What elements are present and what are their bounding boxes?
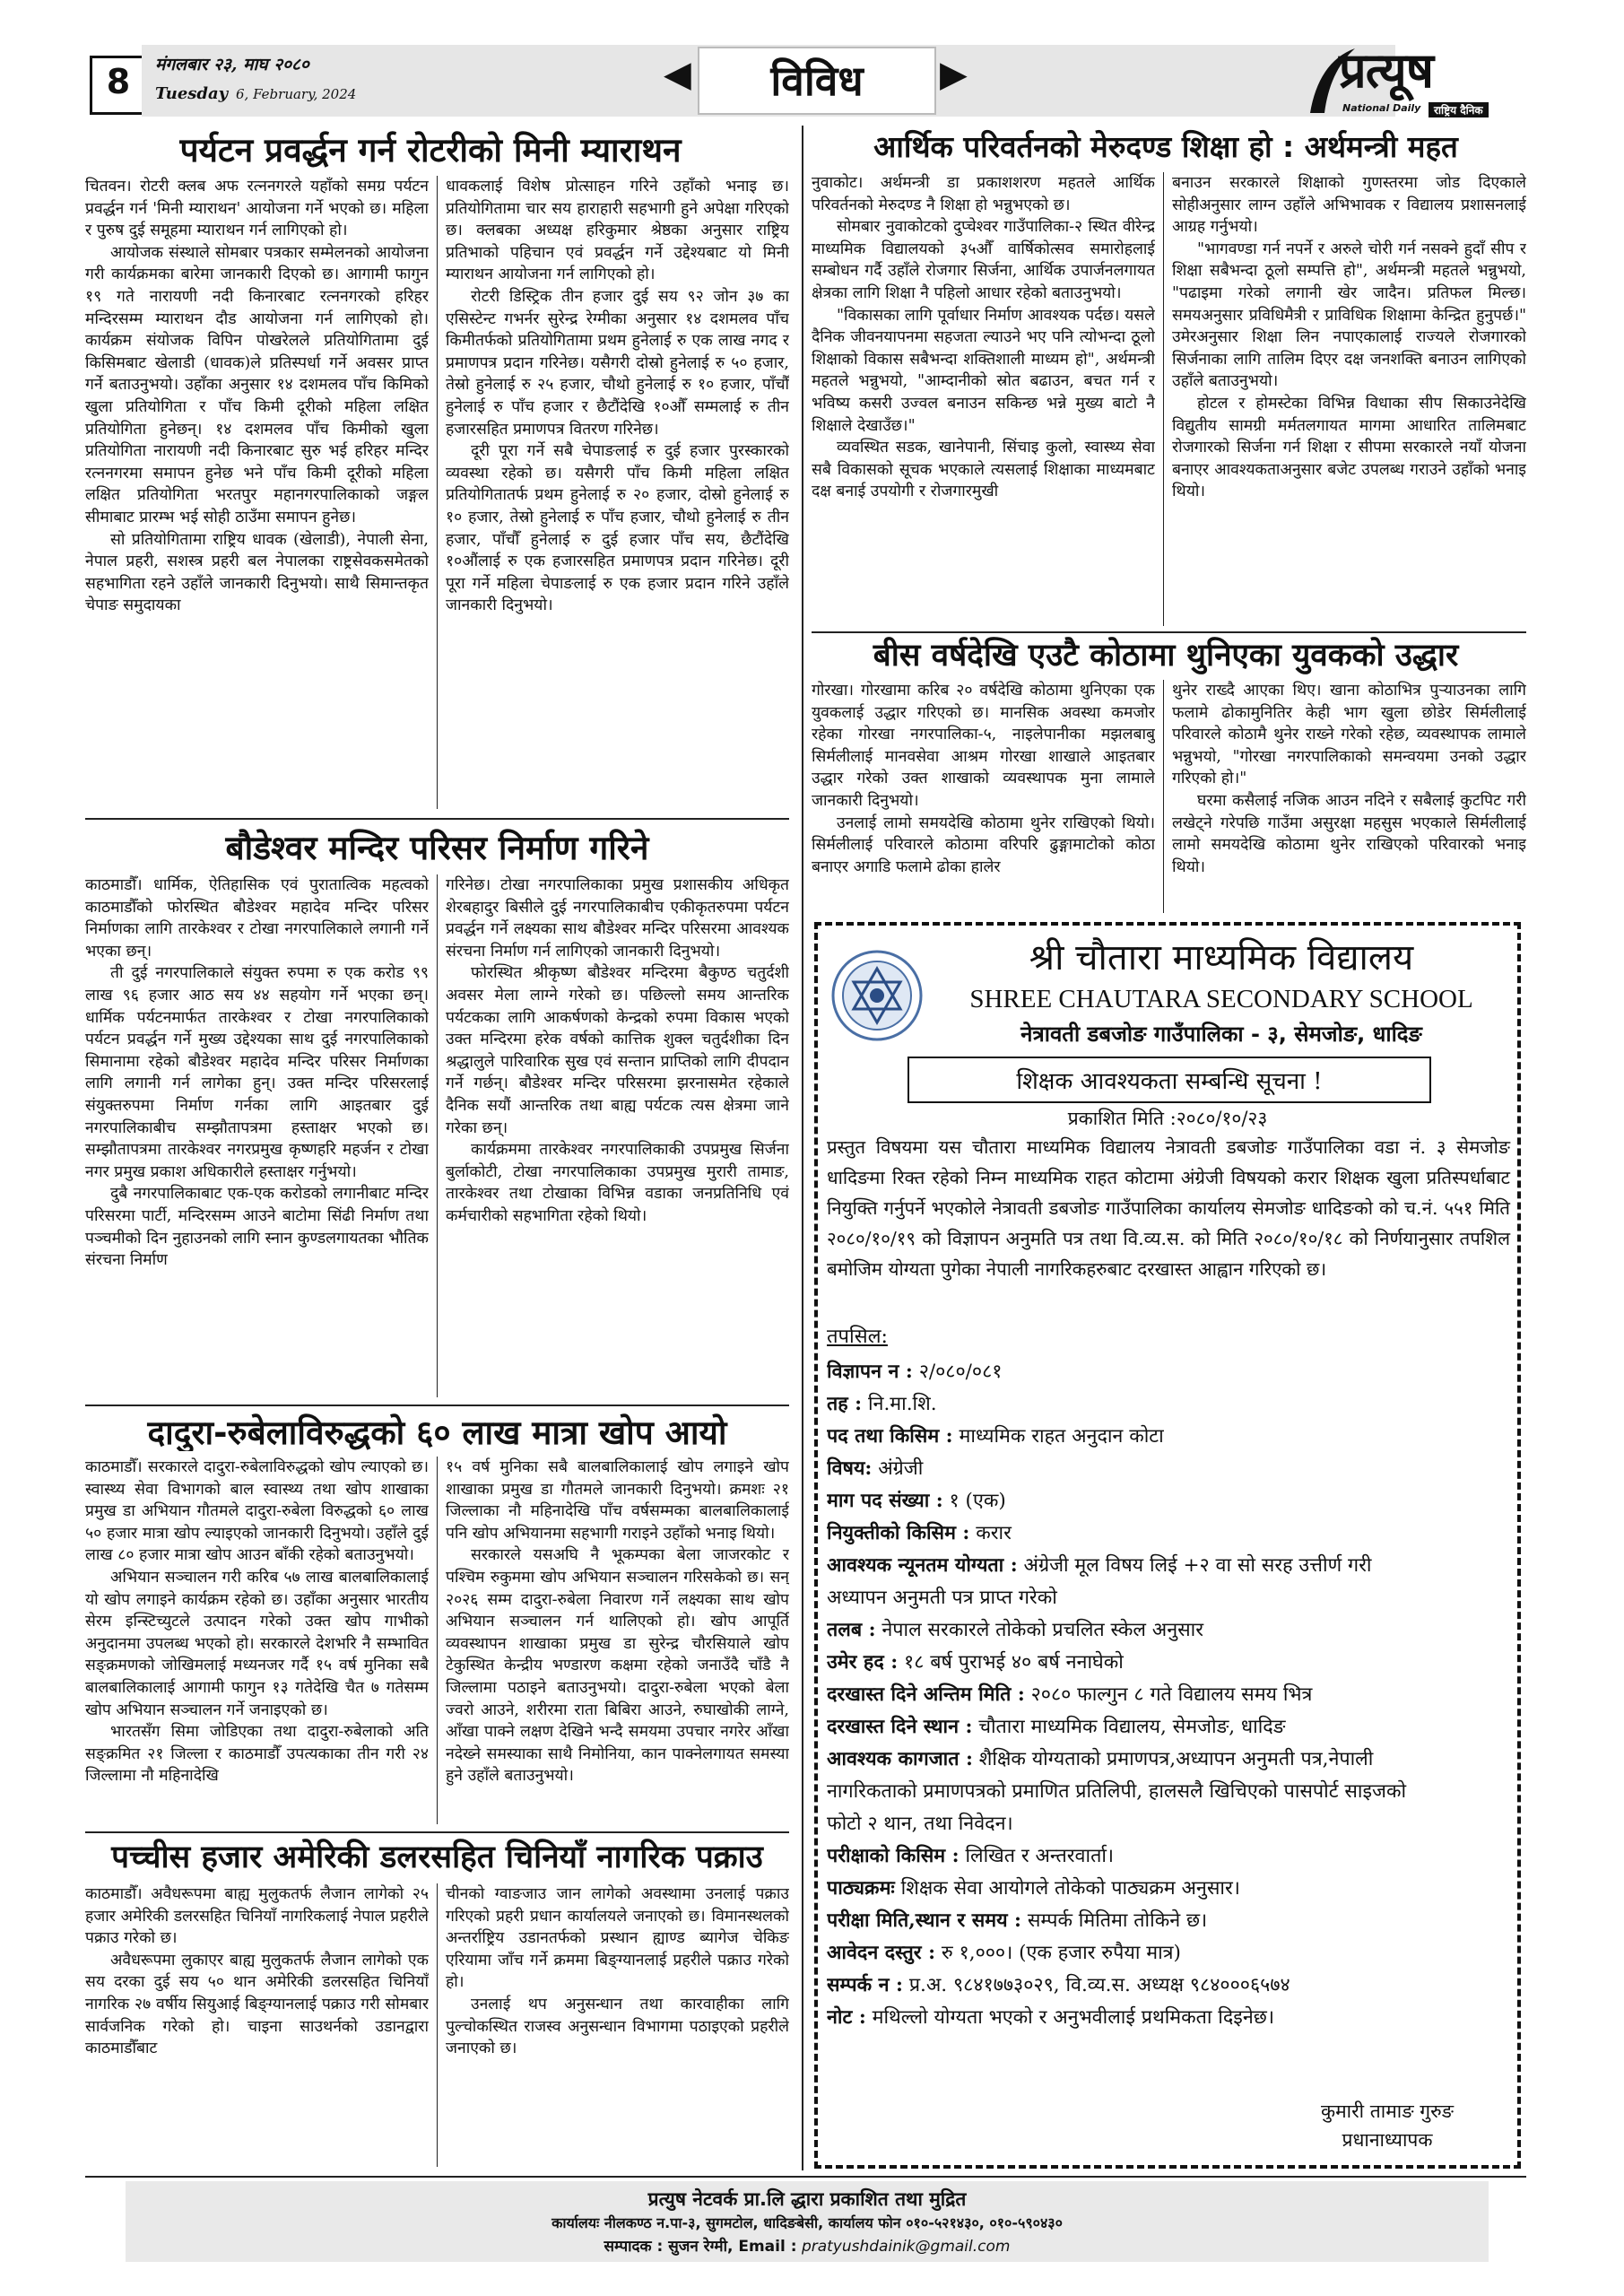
column-divider [437,1883,438,2167]
detail-value: २०८० फाल्गुन ८ गते विद्यालय समय भित्र [1030,1683,1313,1706]
detail-label: परीक्षा मिति,स्थान र समय : [827,1909,1021,1932]
paragraph: सो प्रतियोगितामा राष्ट्रिय धावक (खेलाडी), नेपाली सेना, नेपाल प्रहरी, सशस्त्र प्रहरी बल नेपालका राष्ट्रसेवकसमेतको सहभागिता रहने उहाँले जानकारी दिनुभयो। साथै सिमान्तकृत चेपाङ समुदायका [85,530,429,615]
paragraph: होटल र होमस्टेका विभिन्न विधाका सीप सिकाउनेदेखि विद्युतीय सामग्री मर्मतलगायत मागमा आधारित तालिमबाट रोजगारको सिर्जना गर्न शिक्षा र सीपमा सरकारले नयाँ योजना बनाएर आवश्यकताअनुसार बजेट उपलब्ध गराउने उहाँको भनाइ थियो। [1172,394,1526,501]
paragraph: काठमाडौँ। सरकारले दादुरा-रुबेलाविरुद्धको खोप ल्याएको छ। स्वास्थ्य सेवा विभागको बाल स्वास्थ्य तथा खोप शाखाका प्रमुख डा अभियान गौतमले दादुरा-रुबेला विरुद्धको ६० लाख ५० हजार मात्रा खोप ल्याइएको जानकारी दिनुभयो। उहाँले दुई लाख ८० हजार मात्रा खोप आउन बाँकी रहेको बताउनुभयो। [85,1458,429,1565]
headline-temple: बौडेश्वर मन्दिर परिसर निर्माण गरिने [225,829,649,867]
detail-row [827,1453,1510,1485]
paragraph: घरमा कसैलाई नजिक आउन नदिने र सबैलाई कुटपिट गरी लखेट्ने गरेपछि गाउँमा असुरक्षा महसुस भएकाले सिर्मलीलाई लामो समयदेखि कोठामा थुनेर राखिएको परिवारको भनाइ थियो। [1172,791,1526,876]
divider [85,1405,789,1406]
school-emblem-icon [830,949,924,1042]
detail-value: १८ बर्ष पुराभई ४० बर्ष ननाघेको [904,1651,1124,1674]
article-vaccine-col1 [85,1457,429,1826]
detail-row [827,1937,1510,1970]
detail-value: लिखित र अन्तरवार्ता। [965,1845,1115,1867]
footer-office: कार्यालयः नीलकण्ठ न.पा-३, सुगमटोल, धादिङबेसी, कार्यालय फोन ०१०-५२१४३०, ०१०-५९०४३० [551,2214,1063,2231]
notice-title-box [908,1057,1431,1103]
paragraph: काठमाडौँ। धार्मिक, ऐतिहासिक एवं पुरातात्विक महत्वको काठमाडौँको फोरस्थित बौडेश्वर महादेव मन्दिर परिसर निर्माणका लागि तारकेश्वर र टोखा नगरपालिकाले लगानी गर्ने भएका छन्। [85,876,429,961]
detail-row [827,1647,1510,1679]
column-divider [1163,172,1164,626]
paragraph: रोटरी डिस्ट्रिक तीन हजार दुई सय ९२ जोन ३७ का एसिस्टेन्ट गभर्नर सुरेन्द्र रेग्मीका अनुसार १४ दशमलव पाँच किमीतर्फको प्रतियोगितामा प्रथम हुनेलाई रु एक लाख नगद र प्रमाणपत्र प्रदान गरिनेछ। यसैगरी दोस्रो हुनेलाई रु ५० हजार, तेस्रो हुनेलाई रु २५ हजार, चौथो हुनेलाई रु १० हजार, पाँचौँ हुनेलाई रु पाँच हजार र छैटौंदेखि १०औँ सम्मलाई रु तीन हजारसहित प्रमाणपत्र वितरण गरिनेछ। [446,287,789,439]
detail-label: उमेर हद : [827,1651,899,1674]
logo-tagline-en: National Daily [1342,102,1421,114]
detail-row [827,1840,1510,1873]
notice-title: शिक्षक आवश्यकता सम्बन्धि सूचना ! [1016,1068,1323,1095]
detail-value: १ (एक) [949,1490,1006,1512]
footer-top-rule [85,2176,1526,2178]
date-english: 6, February, 2024 [236,86,357,102]
logo-wordmark: प्रत्यूष [1339,42,1433,99]
detail-label: नियुक्तीको किसिम : [827,1522,970,1544]
detail-row [827,1485,1510,1518]
headline-marathon: पर्यटन प्रवर्द्धन गर्न रोटरीको मिनी म्याराथन [179,131,682,170]
column-divider [437,874,438,1397]
detail-label: विषय: [827,1457,873,1480]
section-title: विविध [770,57,864,105]
detail-row [827,1356,1510,1388]
detail-label: आवश्यक न्यूनतम योग्यता : [827,1554,1018,1577]
article-arrest-col1 [85,1883,429,2169]
tapsil-label: तपसिल: [827,1326,888,1348]
paragraph: नुवाकोट। अर्थमन्त्री डा प्रकाशशरण महतले आर्थिक परिवर्तनको मेरुदण्ड नै शिक्षा हो भन्नुभएको छ। [812,174,1155,214]
footer [126,2181,1489,2262]
detail-label: सम्पर्क न : [827,1974,903,1996]
detail-value: माध्यमिक राहत अनुदान कोटा [959,1425,1164,1448]
detail-value: २/०८०/०८१ [918,1361,1003,1383]
detail-row [827,1970,1510,2002]
column-divider [437,1457,438,1824]
published-date: प्रकाशित मिति :२०८०/१०/२३ [1067,1108,1268,1129]
detail-row [827,1550,1510,1582]
paragraph: सरकारले यसअघि नै भूकम्पका बेला जाजरकोट र पश्चिम रुकुममा खोप अभियान सञ्चालन गरिसकेको छ। सन् २०२६ सम्म दादुरा-रुबेला निवारण गर्ने लक्ष्यका साथ खोप अभियान सञ्चालन गर्न थालिएको हो। खोप आपूर्ति व्यवस्थापन शाखाका प्रमुख डा सुरेन्द्र चौरसियाले खोप टेकुस्थित केन्द्रीय भण्डारण कक्षमा रहेको जनाउँदै चाँडै नै जिल्लामा पठाइने बताउनुभयो। दादुरा-रुबेला भएको बेला ज्वरो आउने, शरीरमा राता बिबिरा आउने, रुघाखोकी लाग्ने, आँखा पाक्ने लक्षण देखिने भन्दै समयमा उपचार नगरेर आँखा नदेख्ने समस्याका साथै निमोनिया, कान पाक्नेलगायत समस्या हुने उहाँले बताउनुभयो। [446,1546,789,1786]
detail-row [827,1388,1510,1421]
divider [85,818,789,820]
detail-row [827,1582,1510,1614]
detail-value: रु १,०००। (एक हजार रुपैया मात्र) [941,1942,1181,1964]
paragraph: कार्यक्रममा तारकेश्वर नगरपालिकाकी उपप्रमुख सिर्जना बुर्लाकोटी, टोखा नगरपालिकाका उपप्रमुख मुरारी तामाङ, तारकेश्वर तथा टोखाका विभिन्न वडाका जनप्रतिनिधि एवं कर्मचारीको सहभागिता रहेको थियो। [446,1141,789,1225]
detail-label: माग पद संख्या : [827,1490,943,1512]
paragraph: काठमाडौँ। अवैधरूपमा बाह्य मुलुकतर्फ लैजान लागेको २५ हजार अमेरिकी डलरसहित चिनियाँ नागरिकलाई नेपाल प्रहरीले पक्राउ गरेको छ। [85,1885,429,1948]
detail-label: आवेदन दस्तुर : [827,1942,936,1964]
paragraph: बनाउन सरकारले शिक्षाको गुणस्तरमा जोड दिएकाले सोहीअनुसार लाग्न उहाँले अभिभावक र विद्यालय प्रशासनलाई आग्रह गर्नुभयो। [1172,174,1526,237]
detail-value: शिक्षक सेवा आयोगले तोकेको पाठ्यक्रम अनुसार। [900,1877,1240,1900]
detail-value: करार [976,1522,1012,1544]
detail-row [827,1808,1510,1840]
page-column-divider [802,126,803,2170]
paragraph: फोरस्थित श्रीकृष्ण बौडेश्वर मन्दिरमा बैकुण्ठ चतुर्दशी अवसर मेला लाग्ने गरेको छ। पछिल्लो समय आन्तरिक पर्यटकका लागि आकर्षणको केन्द्रको रुपमा विकास भएको उक्त मन्दिरमा हरेक वर्षको कात्तिक शुक्ल चतुर्दशीका दिन श्रद्धालुले पारिवारिक सुख एवं सन्तान प्राप्तिको लागि दीपदान गर्ने गर्छन्। बौडेश्वर मन्दिर परिसरमा झरनासमेत रहेकाले दैनिक सयौं आन्तरिक तथा बाह्य पर्यटक त्यस क्षेत्रमा जाने गरेका छन्। [446,964,789,1137]
school-address: नेत्रावती डबजोङ गाउँपालिका - ३, सेमजोङ, धादिङ [1020,1022,1422,1047]
detail-label: आवश्यक कागजात : [827,1748,973,1770]
article-rescue-col2 [1172,680,1526,915]
paragraph: उनलाई लामो समयदेखि कोठामा थुनेर राखिएको थियो। सिर्मलीलाई परिवारले कोठामा वरिपरि ढुङ्गामाटोको कोठा बनाएर अगाडि फलामे ढोका हालेर [812,813,1155,876]
detail-label: विज्ञापन न : [827,1361,913,1383]
detail-label: तह : [827,1393,863,1415]
column-divider [1163,680,1164,913]
detail-value: नि.मा.शि. [867,1393,937,1415]
paragraph: गोरखा। गोरखामा करिब २० वर्षदेखि कोठामा थुनिएका एक युवकलाई उद्धार गरिएको छ। मानसिक अवस्था कमजोर रहेका गोरखा नगरपालिका-५, नाइलेपानीका मझलबाबु सिर्मलीलाई मानवसेवा आश्रम गोरखा शाखाले आइतबार उद्धार गरेको उक्त शाखाको व्यवस्थापक मुना लामाले जानकारी दिनुभयो। [812,682,1155,810]
article-marathon-col2 [446,176,789,811]
paragraph: धावकलाई विशेष प्रोत्साहन गरिने उहाँको भनाइ छ। प्रतियोगितामा चार सय हाराहारी सहभागी हुने अपेक्षा गरिएको छ। क्लबका अध्यक्ष हरिकुमार श्रेष्ठका अनुसार राष्ट्रिय प्रतिभाको पहिचान एवं प्रवर्द्धन गर्ने उद्देश्यबाट यो मिनी म्याराथन आयोजना गर्न लागिएको हो। [446,178,789,284]
detail-value: फोटो २ थान, तथा निवेदन। [827,1813,1013,1835]
logo-tagline-np: राष्ट्रिय दैनिक [1429,102,1489,117]
school-name-nepali: श्री चौतारा माध्यमिक विद्यालय [1029,937,1414,978]
paragraph: दूरी पूरा गर्ने सबै चेपाङलाई रु दुई हजार पुरस्कारको व्यवस्था रहेको छ। यसैगरी पाँच किमी महिला लक्षित प्रतियोगितातर्फ प्रथम हुनेलाई रु २० हजार, दोस्रो हुनेलाई रु १० हजार, तेस्रो हुनेलाई रु पाँच हजार, चौथो हुनेलाई रु तीन हजार, पाँचौँ हुनेलाई रु दुई हजार पाँच सय, छैटौंदेखि १०औंलाई रु एक हजारसहित प्रमाणपत्र प्रदान गरिनेछ। दूरी पूरा गर्ने महिला चेपाङलाई रु एक हजार प्रदान गरिने उहाँले जानकारी दिनुभयो। [446,442,789,615]
date-nepali: मंगलबार २३, माघ २०८० [155,55,309,74]
article-rescue-col1 [812,680,1155,915]
paragraph: १५ वर्ष मुनिका सबै बालबालिकालाई खोप लगाइने खोप शाखाका प्रमुख डा गौतमले जानकारी दिनुभयो। क्रमशः २१ जिल्लाका नौ महिनादेखि पाँच वर्षसम्मका बालबालिकालाई पनि खोप अभियानमा सहभागी गराइने उहाँको भनाइ थियो। [446,1458,789,1543]
article-marathon-col1 [85,176,429,811]
section-arrow-left-icon: ◀ [664,54,691,95]
detail-label: परीक्षाको किसिम : [827,1845,960,1867]
paragraph: "विकासका लागि पूर्वाधार निर्माण आवश्यक पर्दछ। यसले दैनिक जीवनयापनमा सहजता ल्याउने भए पनि त्योभन्दा ठूलो शिक्षाको विकास सबैभन्दा शक्तिशाली माध्यम हो", अर्थमन्त्री महतले भन्नुभयो, "आम्दानीको स्रोत बढाउन, बचत गर्न र भविष्य कसरी उज्वल बनाउन सकिन्छ भन्ने मुख्य बाटो नै शिक्षाले देखाउँछ।" [812,306,1155,435]
detail-value: अंग्रेजी [878,1457,924,1480]
paragraph: थुनेर राख्दै आएका थिए। खाना कोठाभित्र पुऱ्याउनका लागि फलामे ढोकामुनितिर केही भाग खुला छोडेर सिर्मलीलाई परिवारले कोठामै थुनेर राख्ने गरेको रहेछ, व्यवस्थापक लामाले भन्नुभयो, "गोरखा नगरपालिकाको समन्वयमा उनको उद्धार गरिएको हो।" [1172,682,1526,788]
section-box [698,47,936,115]
paragraph: अभियान सञ्चालन गरी करिब ५७ लाख बालबालिकालाई यो खोप लगाइने कार्यक्रम रहेको छ। उहाँका अनुसार भारतीय सेरम इन्स्टिच्युटले उत्पादन गरेको उक्त खोप गाभीको अनुदानमा उपलब्ध भएको हो। सरकारले देशभरि नै सम्भावित सङ्क्रमणको जोखिमलाई मध्यनजर गर्दै १५ वर्ष मुनिका सबै बालबालिकालाई आगामी फागुन १३ गतेदेखि चैत ७ गतेसम्म खोप अभियान सञ्चालन गर्ने जनाइएको छ। [85,1568,429,1719]
headline-rescue: बीस वर्षदेखि एउटै कोठामा थुनिएका युवकको उद्धार [873,638,1459,674]
paragraph: व्यवस्थित सडक, खानेपानी, सिंचाइ कुलो, स्वास्थ्य सेवा सबै विकासको सूचक भएकाले त्यसलाई शिक्षाका माध्यमबाट दक्ष बनाई उपयोगी र रोजगारमुखी [812,439,1155,501]
paragraph: अवैधरूपमा लुकाएर बाह्य मुलुकतर्फ लैजान लागेको एक सय दरका दुई सय ५० थान अमेरिकी डलरसहित चिनियाँ नागरिक २७ वर्षीय सियुआई बिङ्ग्यानलाई पक्राउ गरी सोमबार सार्वजनिक गरेको हो। चाइना साउथर्नको उडानद्वारा काठमाडौँबाट [85,1951,429,2058]
detail-row [827,1421,1510,1453]
detail-row [827,1614,1510,1647]
paragraph: ती दुई नगरपालिकाले संयुक्त रुपमा रु एक करोड ९९ लाख ९६ हजार आठ सय ४४ सहयोग गर्ने भएका छन्। धार्मिक पर्यटनमार्फत तारकेश्वर र टोखा नगरपालिकाको पर्यटन प्रवर्द्धन गर्ने मुख्य उद्देश्यका साथ दुई नगरपालिकाको सिमानामा रहेको बौडेश्वर महादेव मन्दिर परिसर निर्माणका लागि लगानी गर्न लागेका हुन्। उक्त मन्दिर परिसरलाई संयुक्तरुपमा निर्माण गर्नका लागि आइतबार दुई नगरपालिकाबीच सम्झौतापत्रमा हस्ताक्षर भएको छ। सम्झौतापत्रमा तारकेश्वर नगरप्रमुख कृष्णहरि महर्जन र टोखा नगर प्रमुख प्रकाश अधिकारीले हस्ताक्षर गर्नुभयो। [85,964,429,1181]
paragraph: दुबै नगरपालिकाबाट एक-एक करोडको लगानीबाट मन्दिर परिसरमा पार्टी, मन्दिरसम्म आउने बाटोमा सिंढी निर्माण तथा पञ्चमीको दिन नुहाउनको लागि स्नान कुण्डलगायतका भौतिक संरचना निर्माण [85,1185,429,1270]
detail-value: नेपाल सरकारले तोकेको प्रचलित स्केल अनुसार [881,1619,1204,1641]
detail-label: नोट : [827,2006,866,2029]
detail-row [827,1518,1510,1550]
paragraph: आयोजक संस्थाले सोमबार पत्रकार सम्मेलनको आयोजना गरी कार्यक्रमका बारेमा जानकारी दिएको छ। आगामी फागुन १९ गते नारायणी नदी किनारबाट रत्ननगरको हरिहर मन्दिरसम्म म्याराथन दौड आयोजना गर्न लागिएको हो। कार्यक्रम संयोजक विपिन पोखरेलले प्रतियोगितामा दुई किसिमबाट खेलाडी (धावक)ले प्रतिस्पर्धा गर्ने अवसर प्राप्त गर्ने बताउनुभयो। उहाँका अनुसार १४ दशमलव पाँच किमिको खुला प्रतियोगिता र पाँच किमी दूरीको महिला लक्षित प्रतियोगिता हुनेछन्। १४ दशमलव पाँच किमीको खुला प्रतियोगिता नारायणी नदी किनारबाट सुरु भई हरिहर मन्दिर रत्ननगरमा समापन हुनेछ भने पाँच किमी दूरीको महिला लक्षित प्रतियोगिता भरतपुर महानगरपालिकाको जङ्गल सीमाबाट प्रारम्भ भई सोही ठाउँमा समापन हुनेछ। [85,243,429,526]
detail-row [827,1744,1510,1776]
detail-row [827,1679,1510,1711]
detail-value: शैक्षिक योग्यताको प्रमाणपत्र,अध्यापन अनुमती पत्र,नेपाली [978,1748,1374,1770]
paragraph: सोमबार नुवाकोटको दुप्चेश्वर गाउँपालिका-२ स्थित वीरेन्द्र माध्यमिक विद्यालयको ३५औँ वार्षिकोत्सव समारोहलाई सम्बोधन गर्दै उहाँले रोजगार सिर्जना, आर्थिक उपार्जनलगायत क्षेत्रका लागि शिक्षा नै पहिलो आधार रहेको बताउनुभयो। [812,218,1155,302]
detail-value: अध्यापन अनुमती पत्र प्राप्त गरेको [827,1587,1057,1609]
signer-title: प्रधानाध्यापक [1342,2129,1433,2151]
headline-education: आर्थिक परिवर्तनको मेरुदण्ड शिक्षा हो : अर्थमन्त्री महत [873,129,1458,164]
article-education-col2 [1172,172,1526,628]
column-divider [437,176,438,809]
date-english-day: Tuesday [155,84,229,103]
detail-label: तलब : [827,1619,876,1641]
detail-value: अंग्रेजी मूल विषय लिई +२ वा सो सरह उत्तीर्ण गरी [1023,1554,1372,1577]
headline-vaccine: दादुरा-रुबेलाविरुद्धको ६० लाख मात्रा खोप आयो [147,1413,727,1451]
paragraph: चीनको ग्वाङजाउ जान लागेको अवस्थामा उनलाई पक्राउ गरिएको प्रहरी प्रधान कार्यालयले जनाएको छ। विमानस्थलको अन्तर्राष्ट्रिय उडानतर्फको प्रस्थान ह्याण्ड ब्यागेज चेकिङ एरियामा जाँच गर्ने क्रममा बिङ्ग्यानलाई प्रहरीले पक्राउ गरेको हो। [446,1885,789,1992]
school-name-english: SHREE CHAUTARA SECONDARY SCHOOL [969,985,1473,1013]
detail-row [827,1873,1510,1905]
section-arrow-right-icon: ▶ [940,54,968,95]
paragraph: "भागवण्डा गर्न नपर्ने र अरुले चोरी गर्न नसक्ने हुदाँ सीप र शिक्षा सबैभन्दा ठूलो सम्पत्ति हो", अर्थमन्त्री महतले भन्नुभयो, "पढाइमा गरेको लगानी खेर जादैन। प्रतिफल मिल्छ। समयअनुसार प्रविधिमैत्री र प्राविधिक शिक्षामा केन्द्रित हुनुपर्छ।" उमेरअनुसार शिक्षा लिन नपाएकालाई राज्यले रोजगारको सिर्जनाका लागि तालिम दिएर दक्ष जनशक्ति बनाउन लागिएको उहाँले बताउनुभयो। [1172,239,1526,391]
detail-value: मथिल्लो योग्यता भएको र अनुभवीलाई प्रथमिकता दिइनेछ। [872,2006,1274,2029]
paragraph: भारतसँग सिमा जोडिएका तथा दादुरा-रुबेलाको अति सङ्क्रमित २१ जिल्ला र काठमाडौँ उपत्यकाका तीन गरी २४ जिल्लामा नौ महिनादेखि [85,1723,429,1786]
signer-name: कुमारी तामाङ गुरुङ [1320,2100,1455,2122]
detail-row [827,2002,1510,2034]
article-arrest-col2 [446,1883,789,2169]
paragraph: उनलाई थप अनुसन्धान तथा कारवाहीका लागि पुल्चोकस्थित राजस्व अनुसन्धान विभागमा पठाइएको प्रहरीले जनाएको छ। [446,1995,789,2058]
detail-label: पाठ्यक्रमः [827,1877,895,1900]
detail-value: प्र.अ. ९८४१७७३०२९, वि.व्य.स. अध्यक्ष ९८४०००६५७४ [908,1974,1290,1996]
article-education-col1 [812,172,1155,628]
page-number-box [90,56,147,115]
detail-label: पद तथा किसिम : [827,1425,953,1448]
detail-row [827,1776,1510,1808]
detail-row [827,1905,1510,1937]
detail-row [827,1711,1510,1744]
detail-value: नागरिकताको प्रमाणपत्रको प्रमाणित प्रतिलिपी, हालसलै खिचिएको पासपोर्ट साइजको [827,1780,1407,1803]
article-temple-col2 [446,874,789,1399]
paragraph: चितवन। रोटरी क्लब अफ रत्ननगरले यहाँको समग्र पर्यटन प्रवर्द्धन गर्न 'मिनी म्याराथन' आयोजना गर्ने भएको छ। महिला र पुरुष दुई समूहमा म्याराथन गर्न लागिएको हो। [85,178,429,240]
footer-editor [126,2235,1489,2258]
footer-editor-label: सम्पादक : सुजन रेग्मी, Email : [604,2238,797,2256]
masthead [85,42,1538,120]
divider [85,1831,789,1833]
notice-details [827,1356,1510,2034]
page-number: 8 [106,62,131,101]
paragraph: गरिनेछ। टोखा नगरपालिकाका प्रमुख प्रशासकीय अधिकृत शेरबहादुर बिसीले दुई नगरपालिकाबीच एकीकृतरुपमा पर्यटन प्रवर्द्धन गर्ने लक्ष्यका साथ बौडेश्वर मन्दिर परिसरमा आवश्यक संरचना निर्माण गर्न लागिएको जानकारी दिनुभयो। [446,876,789,961]
footer-email[interactable]: pratyushdainik@gmail.com [801,2238,1011,2256]
detail-value: सम्पर्क मितिमा तोकिने छ। [1027,1909,1208,1932]
article-vaccine-col2 [446,1457,789,1826]
detail-value: चौतारा माध्यमिक विद्यालय, सेमजोङ, धादिङ [978,1716,1286,1738]
school-notice [814,922,1521,2169]
detail-label: दरखास्त दिने अन्तिम मिति : [827,1683,1025,1706]
article-temple-col1 [85,874,429,1399]
notice-intro: प्रस्तुत विषयमा यस चौतारा माध्यमिक विद्यालय नेत्रावती डबजोङ गाउँपालिका वडा नं. ३ सेमजोङ धादिङमा रिक्त रहेको निम्न माध्यमिक राहत कोटामा अंग्रेजी विषयको करार शिक्षक खुला प्रतिस्पर्धाबाट नियुक्ति गर्नुपर्ने भएकोले नेत्रावती डबजोङ गाउँपालिका कार्यालय सेमजोङ धादिङको को च.नं. ५५१ मिति २०८०/१०/१९ को विज्ञापन अनुमति पत्र तथा वि.व्य.स. को मिति २०८०/१०/१८ को निर्णयानुसार तपशिल बमोजिम योग्यता पुगेका नेपाली नागरिकहरुबाट दरखास्त आह्वान गरिएको छ। [827,1136,1510,1280]
detail-label: दरखास्त दिने स्थान : [827,1716,973,1738]
logo [1303,42,1538,120]
headline-arrest: पच्चीस हजार अमेरिकी डलरसहित चिनियाँ नागरिक पक्राउ [111,1839,763,1875]
footer-publisher: प्रत्युष नेटवर्क प्रा.लि द्धारा प्रकाशित तथा मुद्रित [647,2188,967,2210]
